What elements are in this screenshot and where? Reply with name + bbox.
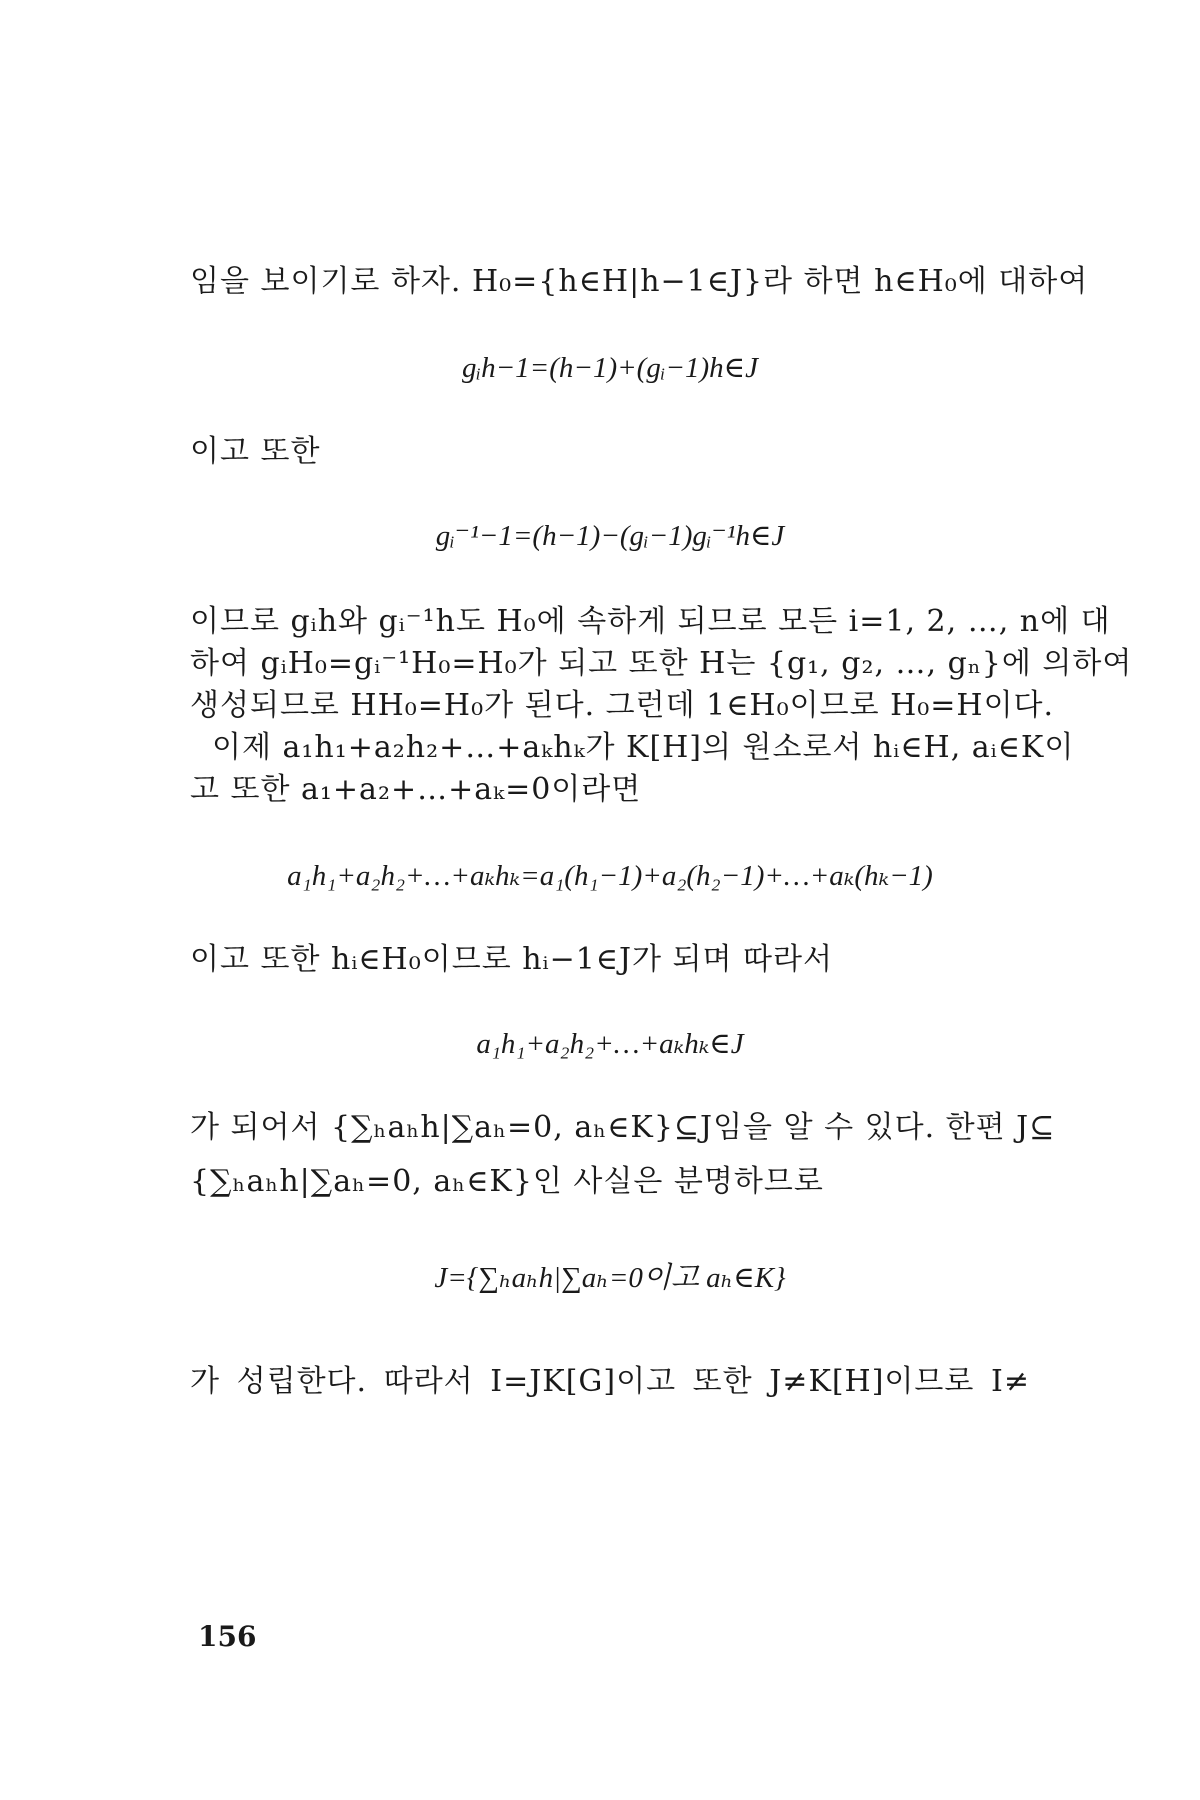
page-number: 156 [198,1620,257,1653]
text-line-6: 이제 a₁h₁+a₂h₂+…+aₖhₖ가 K[H]의 원소로서 hᵢ∈H, aᵢ∈K이 [212,730,1075,765]
text-line-5: 생성되므로 HH₀=H₀가 된다. 그런데 1∈H₀이므로 H₀=H이다. [190,688,1055,723]
text-line-1: 임을 보이기로 하자. H₀={h∈H|h−1∈J}라 하면 h∈H₀에 대하여 [190,264,1089,299]
text-line-4: 하여 gᵢH₀=gᵢ⁻¹H₀=H₀가 되고 또한 H는 {g₁, g₂, …, gₙ}에 의하여 [190,646,1133,681]
text-line-10: {∑ₕaₕh|∑aₕ=0, aₕ∈K}인 사실은 분명하므로 [190,1164,824,1199]
text-line-8: 이고 또한 hᵢ∈H₀이므로 hᵢ−1∈J가 되며 따라서 [190,942,833,977]
text-line-11: 가 성립한다. 따라서 I=JK[G]이고 또한 J≠K[H]이므로 I≠ [190,1364,1030,1399]
equation-2: gᵢ⁻¹−1=(h−1)−(gᵢ−1)gᵢ⁻¹h∈J [435,520,785,552]
equation-1: gᵢh−1=(h−1)+(gᵢ−1)h∈J [462,352,758,384]
text-line-7: 고 또한 a₁+a₂+…+aₖ=0이라면 [190,772,642,807]
text-line-9: 가 되어서 {∑ₕaₕh|∑aₕ=0, aₕ∈K}⊆J임을 알 수 있다. 한편 J⊆ [190,1110,1056,1145]
equation-3: a₁h₁+a₂h₂+…+aₖhₖ=a₁(h₁−1)+a₂(h₂−1)+…+aₖ(hₖ−1) [287,860,933,892]
equation-5: J={∑ₕaₕh|∑aₕ=0이고 aₕ∈K} [434,1262,786,1294]
text-line-3: 이므로 gᵢh와 gᵢ⁻¹h도 H₀에 속하게 되므로 모든 i=1, 2, …, n에 대 [190,604,1111,639]
equation-4: a₁h₁+a₂h₂+…+aₖhₖ∈J [476,1028,744,1060]
text-line-2: 이고 또한 [190,434,321,469]
